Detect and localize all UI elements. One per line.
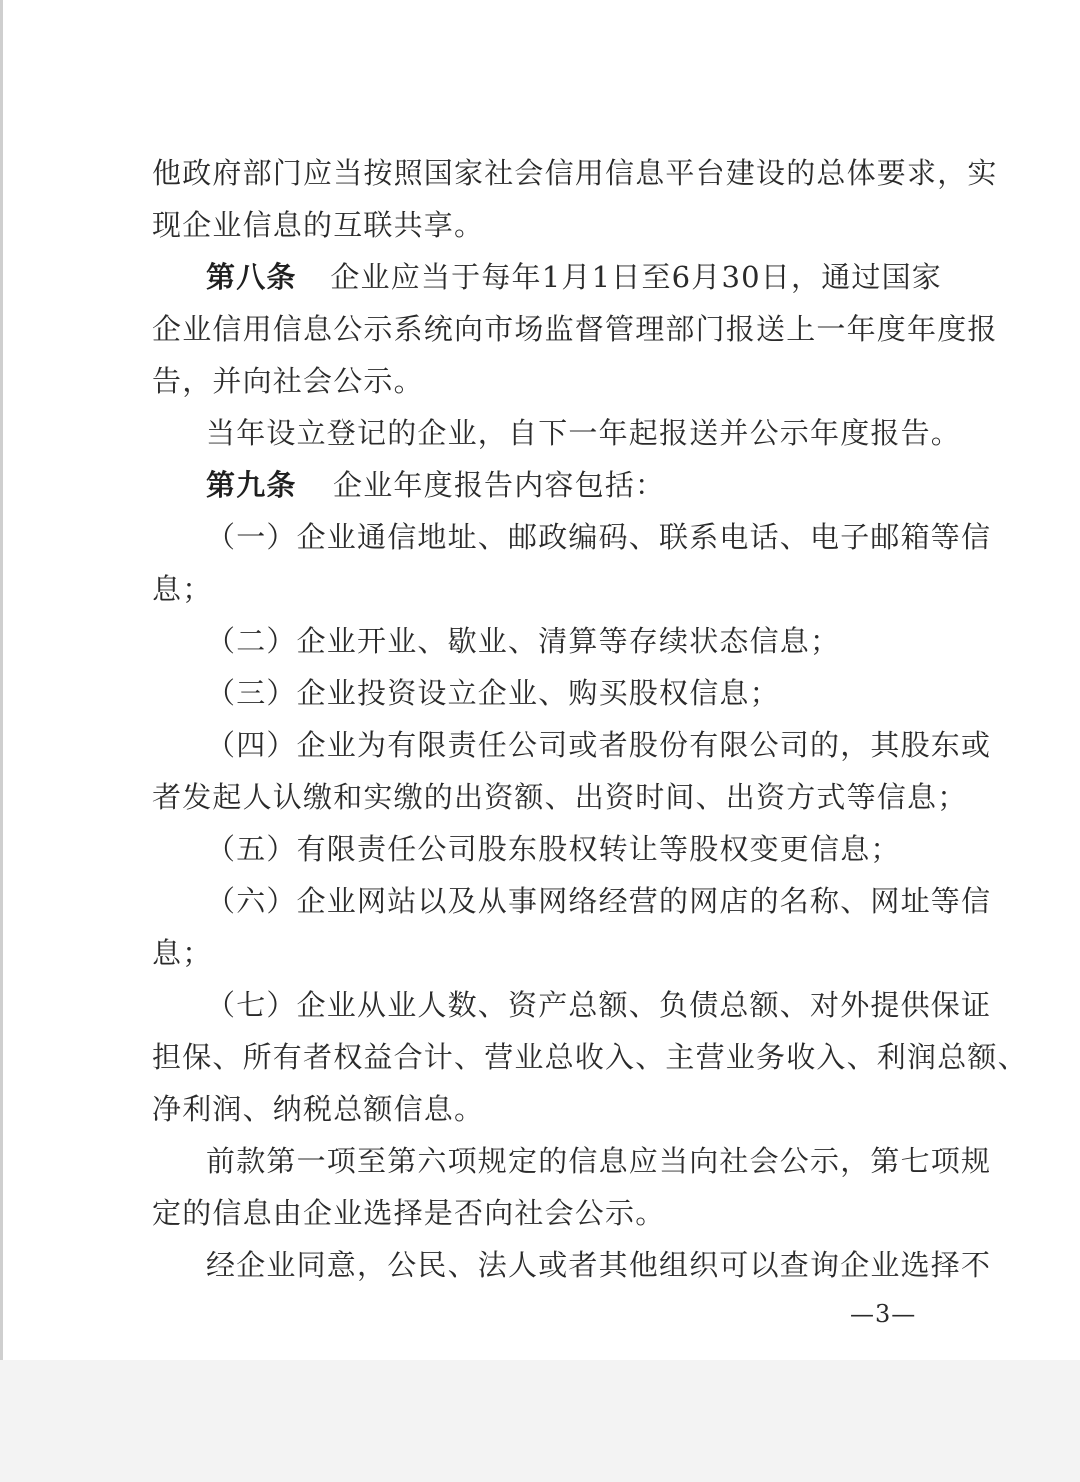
article-8-line — [206, 257, 942, 297]
list-item-3: （三）企业投资设立企业、购买股权信息； — [206, 676, 780, 710]
text-line: 者发起人认缴和实缴的出资额、出资时间、出资方式等信息； — [152, 780, 968, 814]
text-line: 担保、所有者权益合计、营业总收入、主营业务收入、利润总额、 — [152, 1040, 1028, 1074]
text-line: 经企业同意，公民、法人或者其他组织可以查询企业选择不 — [206, 1248, 992, 1282]
list-item-7: （七）企业从业人数、资产总额、负债总额、对外提供保证 — [206, 988, 992, 1022]
text-line: 企业年度报告内容包括： — [333, 468, 666, 502]
text-line: 前款第一项至第六项规定的信息应当向社会公示，第七项规 — [206, 1144, 992, 1178]
text-line: 告，并向社会公示。 — [152, 364, 424, 398]
article-9-line — [206, 465, 942, 505]
list-item-2: （二）企业开业、歇业、清算等存续状态信息； — [206, 624, 841, 658]
article-9-title: 第九条 — [206, 468, 297, 502]
list-item-1: （一）企业通信地址、邮政编码、联系电话、电子邮箱等信 — [206, 520, 992, 554]
text-line: 他政府部门应当按照国家社会信用信息平台建设的总体要求，实 — [152, 156, 998, 190]
list-item-5: （五）有限责任公司股东股权转让等股权变更信息； — [206, 832, 901, 866]
text-line: 当年设立登记的企业，自下一年起报送并公示年度报告。 — [206, 416, 962, 450]
text-line: 息； — [152, 572, 213, 606]
article-8-title: 第八条 — [206, 260, 297, 294]
text-line: 净利润、纳税总额信息。 — [152, 1092, 485, 1126]
page-number: —3— — [850, 1300, 917, 1328]
list-item-4: （四）企业为有限责任公司或者股份有限公司的，其股东或 — [206, 728, 992, 762]
text-line: 企业应当于每年1月1日至6月30日，通过国家 — [330, 260, 942, 294]
text-line: 企业信用信息公示系统向市场监督管理部门报送上一年度年度报 — [152, 312, 998, 346]
list-item-6: （六）企业网站以及从事网络经营的网店的名称、网址等信 — [206, 884, 992, 918]
text-line: 息； — [152, 936, 213, 970]
text-line: 现企业信息的互联共享。 — [152, 208, 485, 242]
page-edge — [0, 0, 3, 1360]
text-line: 定的信息由企业选择是否向社会公示。 — [152, 1196, 666, 1230]
